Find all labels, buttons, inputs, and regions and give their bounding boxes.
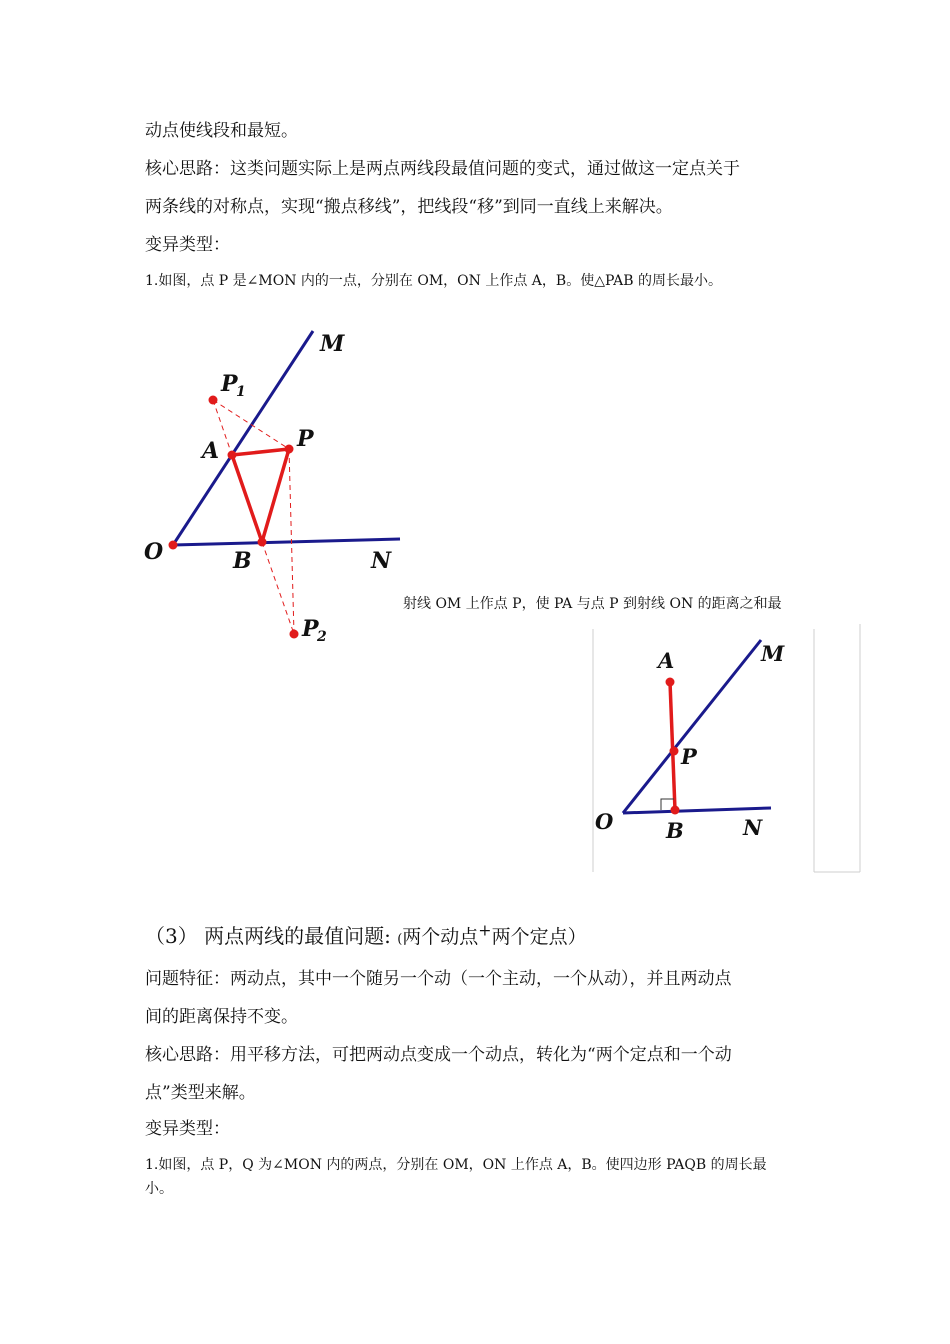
point-p1 [209,396,218,405]
triangle-pab [232,449,289,542]
section-heading [145,920,587,949]
point-a [228,451,237,460]
label-p2-sub: 2 [317,629,327,645]
figure-1-diagram [130,315,430,655]
label-b: B [233,548,252,574]
ray-on [173,539,400,545]
heading-subtitle-b: 两个定点） [491,926,587,948]
label-p1-sub: 1 [236,384,246,400]
label-p: P [681,744,697,769]
heading-number: （3） [145,924,198,948]
label-p2: P [302,616,319,642]
heading-plus: + [478,920,492,940]
text-line-1: 动点使线段和最短。 [145,121,298,141]
label-p1: P [221,371,238,397]
section3-line-5: 变异类型： [145,1119,230,1139]
figure-2-caption: 射线 OM 上作点 P，使 PA 与点 P 到射线 ON 的距离之和最 [403,596,782,612]
point-b [258,538,267,547]
heading-subtitle [397,920,587,948]
point-p2 [290,630,299,639]
points [169,396,299,639]
point-p [670,747,679,756]
point-a [666,678,675,687]
label-p: P [297,426,314,452]
text-line-5: 1.如图，点 P 是∠MON 内的一点，分别在 OM，ON 上作点 A，B。使△PAB 的周长最小。 [145,273,722,289]
point-p [285,445,294,454]
label-a: A [202,438,220,464]
heading-subtitle-a: 两个动点 [402,926,479,948]
text-line-3: 两条线的对称点，实现“搬点移线”，把线段“移”到同一直线上来解决。 [145,197,673,217]
point-o [169,541,178,550]
section3-line-6: 1.如图，点 P，Q 为∠MON 内的两点，分别在 OM，ON 上作点 A，B。使四边形 PAQB 的周长最 [145,1157,767,1173]
label-m: M [761,641,785,666]
figure-2-diagram [578,624,863,874]
ray-om [173,331,313,545]
label-a: A [658,648,675,673]
ray-on [623,808,771,813]
ray-om [623,640,761,813]
point-b [671,806,680,815]
section3-line-2: 间的距离保持不变。 [145,1007,298,1027]
text-line-2: 核心思路：这类问题实际上是两点两线段最值问题的变式，通过做这一定点关于 [145,159,740,179]
label-n: N [371,548,392,574]
section3-line-3: 核心思路：用平移方法，可把两动点变成一个动点，转化为“两个定点和一个动 [145,1045,732,1065]
label-n: N [743,815,763,840]
label-m: M [320,331,345,357]
text-line-4: 变异类型： [145,235,230,255]
label-o: O [595,809,614,834]
heading-paren-open: ( [397,932,403,947]
label-b: B [666,818,684,843]
label-o: O [144,539,164,565]
heading-title: 两点两线的最值问题: [204,924,391,948]
section3-line-7: 小。 [145,1181,173,1197]
section3-line-1: 问题特征：两动点，其中一个随另一个动（一个主动，一个从动），并且两动点 [145,969,732,989]
section3-line-4: 点”类型来解。 [145,1083,256,1103]
segment-ab [670,682,675,810]
